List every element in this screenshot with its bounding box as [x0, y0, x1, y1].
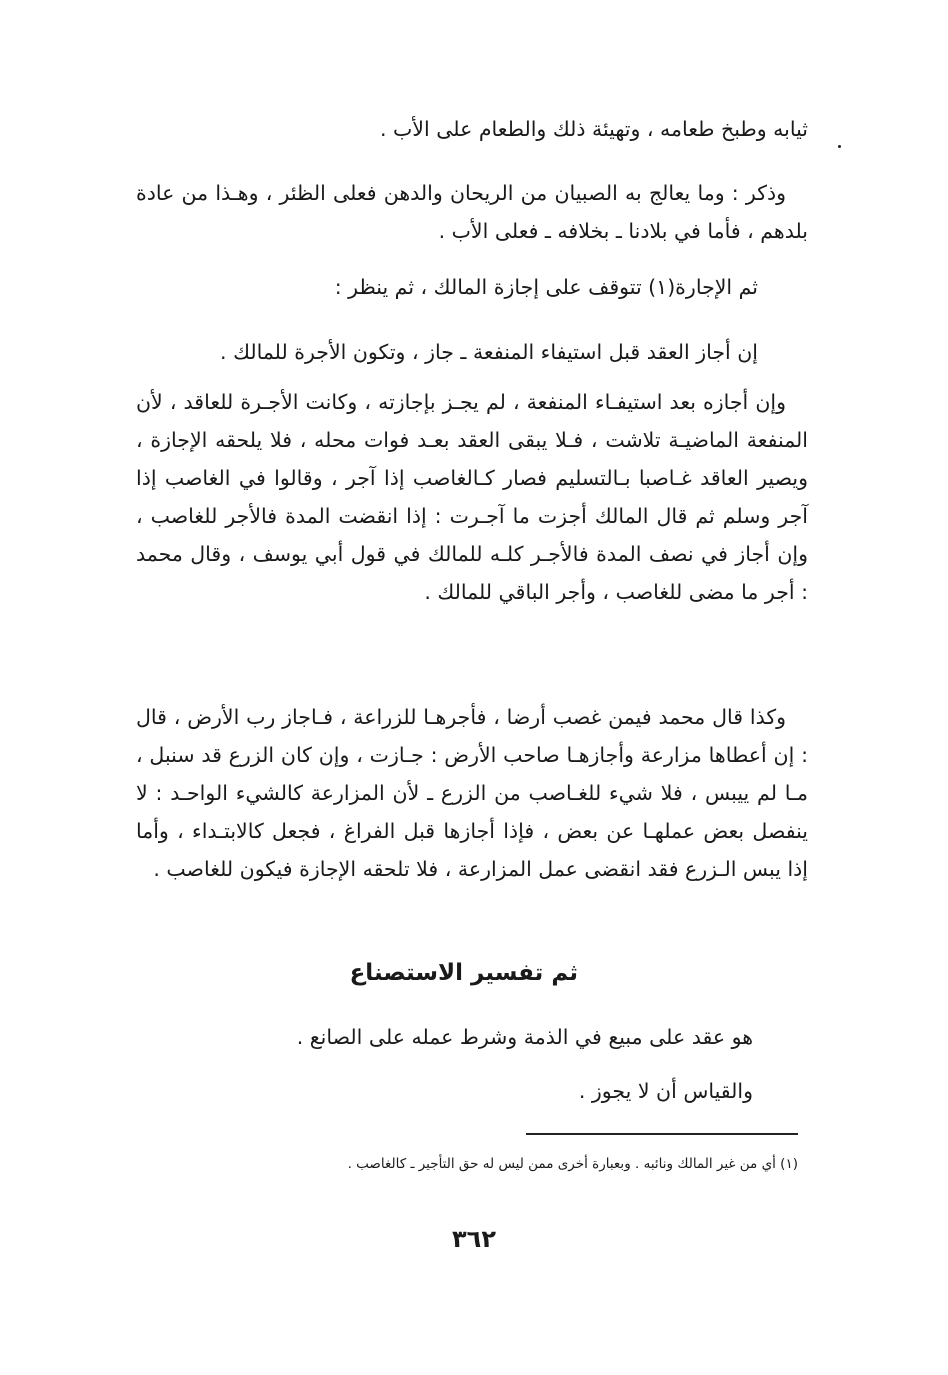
paragraph-5 [136, 383, 808, 611]
paragraph-4 [86, 333, 758, 371]
paragraph-2-text: وذكر : وما يعالج به الصبيان من الريحان والدهن فعلى الظئر ، وهـذا من عادة بلدهم ، فأما في بلادنا ـ بخلافه ـ فعلى الأب . [136, 181, 808, 243]
paragraph-6-text: وكذا قال محمد فيمن غصب أرضا ، فأجرهـا للزراعة ، فـاجاز رب الأرض ، قال : إن أعطاها مزارعة وأجازهـا صاحب الأرض : جـازت ، وإن كان الزرع قد سنبل ، مـا لم ييبس ، فلا شيء للغـاصب من الزرع ـ لأن المزارعة كالشيء الواحـد : لا ينفصل بعض عملهـا عن بعض ، فإذا أجازها قبل الفراغ ، فجعل كالابتـداء ، وأما إذا يبس الـزرع فقد انقضى عمل المزارعة ، فلا تلحقه الإجازة فيكون للغاصب . [136, 705, 808, 881]
footnote-divider [526, 1133, 798, 1135]
paragraph-1 [136, 110, 808, 148]
paragraph-6 [136, 698, 808, 888]
section-heading: ثم تفسير الاستصناع [349, 960, 578, 986]
footnote: (١) أي من غير المالك ونائبه . وبعبارة أخرى ممن ليس له حق التأجير ـ كالغاصب . [347, 1156, 798, 1172]
paragraph-5-text: وإن أجازه بعد استيفـاء المنفعة ، لم يجـز بإجازته ، وكانت الأجـرة للعاقد ، لأن المنفعة الماضيـة تلاشت ، فـلا يبقى العقد بعـد فوات محله ، فلا يلحقه الإجازة ، ويصير العاقد غـاصبا بـالتسليم فصار كـالغاصب إذا آجر ، وقالوا في الغاصب إذا آجر وسلم ثم قال المالك أجزت ما آجـرت : إذا انقضت المدة فالأجر للغاصب ، وإن أجاز في نصف المدة فالأجـر كلـه للمالك في قول أبي يوسف ، وقال محمد : أجر ما مضى للغاصب ، وأجر الباقي للمالك . [136, 390, 808, 604]
paragraph-7 [133, 1018, 753, 1056]
paragraph-7-text: هو عقد على مبيع في الذمة وشرط عمله على الصانع . [296, 1025, 753, 1049]
paragraph-2 [136, 174, 808, 250]
paragraph-3-text: ثم الإجارة(١) تتوقف على إجازة المالك ، ثم ينظر : [334, 275, 758, 299]
paragraph-3 [86, 268, 758, 306]
paragraph-1-text: ثيابه وطبخ طعامه ، وتهيئة ذلك والطعام على الأب . [379, 117, 808, 141]
paragraph-4-text: إن أجاز العقد قبل استيفاء المنفعة ـ جاز ، وتكون الأجرة للمالك . [220, 340, 758, 364]
page-number: ٣٦٢ [452, 1225, 496, 1253]
margin-mark [838, 145, 841, 148]
paragraph-8-text: والقياس أن لا يجوز . [578, 1079, 753, 1103]
paragraph-8 [133, 1072, 753, 1110]
